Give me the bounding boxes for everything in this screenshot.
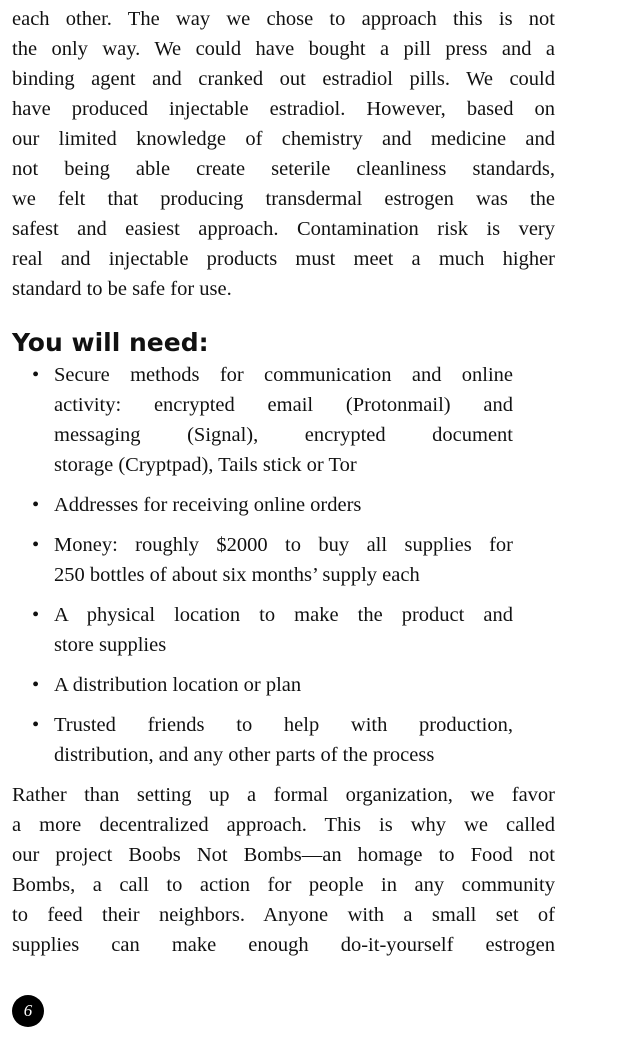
text-line: not being able create seterile cleanliness standards, bbox=[12, 158, 555, 180]
text-line: we felt that producing transdermal estrogen was the bbox=[12, 188, 555, 210]
text-line: supplies can make enough do-it-yourself estrogen bbox=[12, 934, 555, 956]
bullet-icon: • bbox=[32, 674, 40, 696]
text-line: distribution, and any other parts of the process bbox=[54, 744, 435, 766]
text-line: each other. The way we chose to approach this is not bbox=[12, 8, 555, 30]
text-line: binding agent and cranked out estradiol pills. We could bbox=[12, 68, 555, 90]
bullet-icon: • bbox=[32, 364, 40, 386]
text-line: Addresses for receiving online orders bbox=[54, 494, 362, 516]
text-line: activity: encrypted email (Protonmail) and bbox=[54, 394, 513, 416]
text-line: Trusted friends to help with production, bbox=[54, 714, 513, 736]
bullet-icon: • bbox=[32, 494, 40, 516]
text-line: storage (Cryptpad), Tails stick or Tor bbox=[54, 454, 357, 476]
text-line: Bombs, a call to action for people in any community bbox=[12, 874, 555, 896]
text-line: standard to be safe for use. bbox=[12, 278, 232, 300]
list-item bbox=[32, 670, 513, 700]
text-line: messaging (Signal), encrypted document bbox=[54, 424, 513, 446]
section-heading: You will need: bbox=[12, 328, 209, 357]
text-line: safest and easiest approach. Contamination risk is very bbox=[12, 218, 555, 240]
list-item bbox=[32, 530, 513, 590]
bullet-icon: • bbox=[32, 604, 40, 626]
bullet-icon: • bbox=[32, 714, 40, 736]
bullet-icon: • bbox=[32, 534, 40, 556]
text-line: real and injectable products must meet a much higher bbox=[12, 248, 555, 270]
text-line: have produced injectable estradiol. However, based on bbox=[12, 98, 555, 120]
page-number: 6 bbox=[23, 1001, 33, 1020]
text-line: Secure methods for communication and online bbox=[54, 364, 513, 386]
list-item bbox=[32, 710, 513, 770]
text-line: to feed their neighbors. Anyone with a small set of bbox=[12, 904, 555, 926]
text-line: store supplies bbox=[54, 634, 167, 656]
needs-list bbox=[32, 360, 513, 780]
closing-paragraph bbox=[12, 780, 555, 960]
list-item bbox=[32, 600, 513, 660]
text-line: our limited knowledge of chemistry and medicine and bbox=[12, 128, 555, 150]
text-line: our project Boobs Not Bombs—an homage to Food not bbox=[12, 844, 555, 866]
intro-paragraph bbox=[12, 4, 555, 304]
text-line: A physical location to make the product and bbox=[54, 604, 513, 626]
list-item bbox=[32, 360, 513, 480]
text-line: 250 bottles of about six months’ supply each bbox=[54, 564, 420, 586]
text-line: Money: roughly $2000 to buy all supplies for bbox=[54, 534, 513, 556]
list-item bbox=[32, 490, 513, 520]
text-line: Rather than setting up a formal organization, we favor bbox=[12, 784, 555, 806]
text-line: a more decentralized approach. This is why we called bbox=[12, 814, 555, 836]
text-line: A distribution location or plan bbox=[54, 674, 302, 696]
page-number-badge bbox=[12, 995, 44, 1027]
text-line: the only way. We could have bought a pill press and a bbox=[12, 38, 555, 60]
